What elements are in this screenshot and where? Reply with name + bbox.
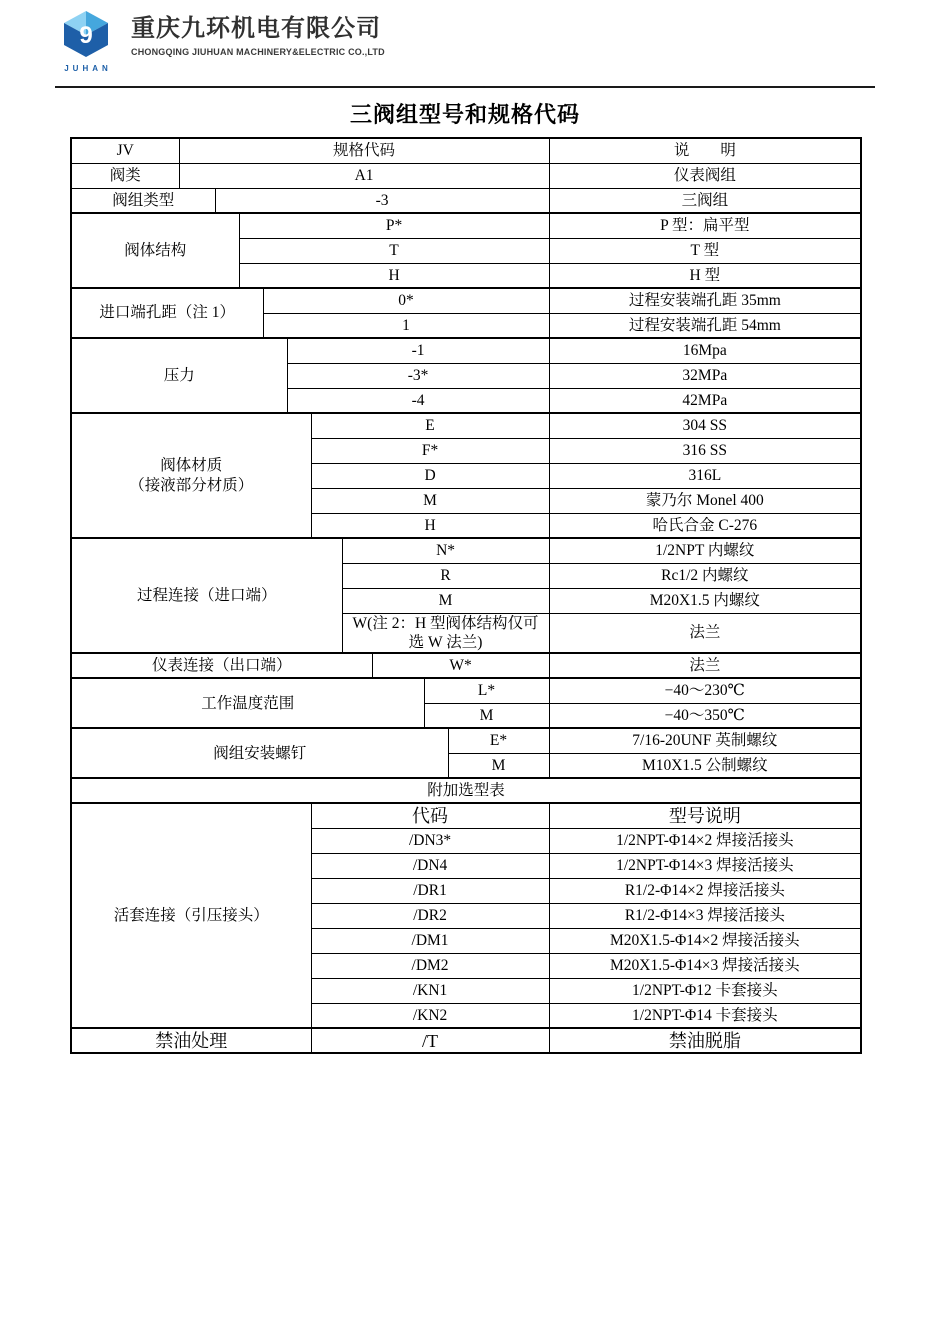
- desc-cell: 42MPa: [549, 388, 861, 413]
- code-cell: F*: [311, 438, 549, 463]
- label-inlet-spacing: 进口端孔距（注 1）: [71, 288, 263, 338]
- company-logo: [55, 10, 117, 73]
- desc-cell: T 型: [549, 238, 861, 263]
- svg-text:9: 9: [79, 22, 93, 49]
- desc-cell: Rc1/2 内螺纹: [549, 563, 861, 588]
- code-cell: E*: [448, 728, 549, 753]
- desc-cell: 7/16-20UNF 英制螺纹: [549, 728, 861, 753]
- header-divider: [55, 86, 875, 88]
- label-body-material-line2: （接液部分材质）: [129, 476, 254, 494]
- desc-cell: 1/2NPT-Φ14×2 焊接活接头: [549, 828, 861, 853]
- head-jv: JV: [71, 138, 179, 163]
- desc-cell: 法兰: [549, 613, 861, 653]
- code-cell: /KN2: [311, 1003, 549, 1028]
- desc-cell: 法兰: [549, 653, 861, 678]
- code-cell: -3*: [287, 363, 549, 388]
- desc-cell: −40～350℃: [549, 703, 861, 728]
- code-cell: -1: [287, 338, 549, 363]
- desc-cell: R1/2-Φ14×2 焊接活接头: [549, 878, 861, 903]
- desc-cell: −40～230℃: [549, 678, 861, 703]
- desc-cell: 禁油脱脂: [549, 1028, 861, 1053]
- desc-cell: M10X1.5 公制螺纹: [549, 753, 861, 778]
- table-row: [71, 413, 861, 438]
- company-name-block: [131, 10, 385, 57]
- desc-cell: P 型：扁平型: [549, 213, 861, 238]
- label-temp-range: 工作温度范围: [71, 678, 424, 728]
- code-cell: P*: [239, 213, 549, 238]
- table-row: [71, 803, 861, 828]
- page-header: [55, 10, 385, 80]
- table-row: [71, 538, 861, 563]
- code-cell: L*: [424, 678, 549, 703]
- table-row: [71, 138, 861, 163]
- desc-cell: 哈氏合金 C-276: [549, 513, 861, 538]
- code-cell: H: [239, 263, 549, 288]
- code-cell: M: [342, 588, 549, 613]
- code-cell: /DM1: [311, 928, 549, 953]
- code-cell: E: [311, 413, 549, 438]
- label-manifold-type: 阀组类型: [71, 188, 215, 213]
- table-row: [71, 728, 861, 753]
- code-cell: 1: [263, 313, 549, 338]
- code-cell: /DM2: [311, 953, 549, 978]
- additional-options-title: 附加选型表: [71, 778, 861, 803]
- label-mounting-screw: 阀组安装螺钉: [71, 728, 448, 778]
- desc-cell: 过程安装端孔距 54mm: [549, 313, 861, 338]
- label-pressure: 压力: [71, 338, 287, 413]
- label-valve-class: 阀类: [71, 163, 179, 188]
- code-cell: /T: [311, 1028, 549, 1053]
- desc-cell: 蒙乃尔 Monel 400: [549, 488, 861, 513]
- company-name-en: CHONGQING JIUHUAN MACHINERY&ELECTRIC CO.,LTD: [131, 46, 385, 57]
- desc-cell: 16Mpa: [549, 338, 861, 363]
- label-process-connection: 过程连接（进口端）: [71, 538, 342, 653]
- head-spec-code: 规格代码: [179, 138, 549, 163]
- code-cell: 0*: [263, 288, 549, 313]
- code-cell: W(注 2：H 型阀体结构仅可选 W 法兰): [342, 613, 549, 653]
- desc-cell: 1/2NPT-Φ12 卡套接头: [549, 978, 861, 1003]
- code-cell: -3: [215, 188, 549, 213]
- juhan-hexagon-logo-icon: [62, 10, 110, 58]
- desc-cell: 316L: [549, 463, 861, 488]
- desc-cell: M20X1.5 内螺纹: [549, 588, 861, 613]
- desc-cell: 过程安装端孔距 35mm: [549, 288, 861, 313]
- label-body-material-line1: 阀体材质: [160, 457, 223, 475]
- page-title: 三阀组型号和规格代码: [349, 102, 580, 127]
- desc-cell: 仪表阀组: [549, 163, 861, 188]
- table-row: [71, 213, 861, 238]
- table-row: [71, 778, 861, 803]
- code-cell: M: [448, 753, 549, 778]
- label-oil-free: 禁油处理: [71, 1028, 311, 1053]
- spec-table: [70, 137, 862, 1054]
- code-cell: M: [424, 703, 549, 728]
- code-cell: T: [239, 238, 549, 263]
- code-cell: M: [311, 488, 549, 513]
- desc-cell: 304 SS: [549, 413, 861, 438]
- code-cell: R: [342, 563, 549, 588]
- desc-cell: 32MPa: [549, 363, 861, 388]
- code-cell: /DN4: [311, 853, 549, 878]
- code-cell: W*: [372, 653, 549, 678]
- table-row: [71, 288, 861, 313]
- label-instrument-connection: 仪表连接（出口端）: [71, 653, 372, 678]
- code-cell: /DR2: [311, 903, 549, 928]
- code-cell: -4: [287, 388, 549, 413]
- desc-cell: H 型: [549, 263, 861, 288]
- code-cell: /DR1: [311, 878, 549, 903]
- code-cell: D: [311, 463, 549, 488]
- code-cell: N*: [342, 538, 549, 563]
- code-cell: A1: [179, 163, 549, 188]
- desc-cell: 三阀组: [549, 188, 861, 213]
- desc-cell: 1/2NPT-Φ14 卡套接头: [549, 1003, 861, 1028]
- desc-cell: M20X1.5-Φ14×2 焊接活接头: [549, 928, 861, 953]
- label-body-structure: 阀体结构: [71, 213, 239, 288]
- table-row: [71, 163, 861, 188]
- desc-cell: M20X1.5-Φ14×3 焊接活接头: [549, 953, 861, 978]
- head-desc: 说 明: [549, 138, 861, 163]
- additional-head-code: 代码: [311, 803, 549, 828]
- desc-cell: 316 SS: [549, 438, 861, 463]
- table-row: [71, 188, 861, 213]
- table-row: [71, 678, 861, 703]
- code-cell: /KN1: [311, 978, 549, 1003]
- additional-head-desc: 型号说明: [549, 803, 861, 828]
- desc-cell: R1/2-Φ14×3 焊接活接头: [549, 903, 861, 928]
- logo-wordmark: JUHAN: [64, 64, 112, 73]
- label-union-connection: 活套连接（引压接头）: [71, 803, 311, 1028]
- code-cell: H: [311, 513, 549, 538]
- code-cell: /DN3*: [311, 828, 549, 853]
- desc-cell: 1/2NPT 内螺纹: [549, 538, 861, 563]
- desc-cell: 1/2NPT-Φ14×3 焊接活接头: [549, 853, 861, 878]
- label-body-material: [71, 413, 311, 538]
- table-row: [71, 653, 861, 678]
- table-row: [71, 338, 861, 363]
- company-name-cn: 重庆九环机电有限公司: [131, 16, 381, 42]
- table-row: [71, 1028, 861, 1053]
